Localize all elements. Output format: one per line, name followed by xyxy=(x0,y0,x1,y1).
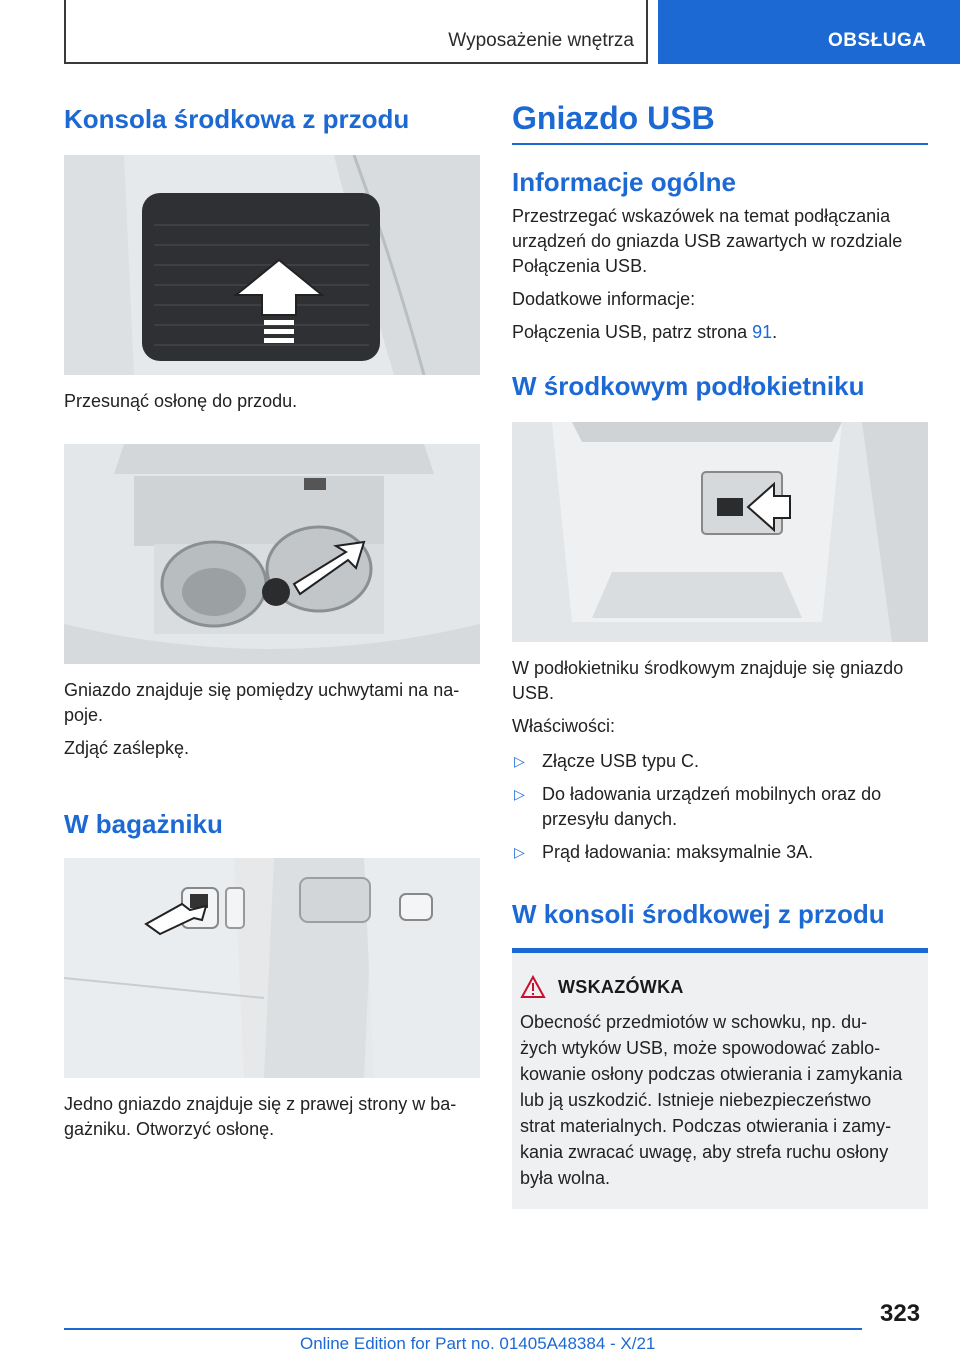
warning-line: Obecność przedmiotów w schowku, np. du- xyxy=(520,1012,868,1032)
general-info-line1: Przestrzegać wskazówek na temat podłączania xyxy=(512,206,891,226)
header-chapter-title: OBSŁUGA xyxy=(828,30,927,51)
armrest-line2: USB. xyxy=(512,683,555,703)
warning-title: WSKAZÓWKA xyxy=(558,976,684,997)
reference-end: . xyxy=(772,322,778,342)
warning-triangle-icon xyxy=(520,975,546,999)
armrest-line1: W podłokietniku środkowym znajduje się gniazdo xyxy=(512,658,904,678)
warning-line: strat materialnych. Podczas otwierania i zamy- xyxy=(520,1116,892,1136)
page-title: Gniazdo USB xyxy=(512,100,928,145)
warning-box xyxy=(512,948,928,1209)
warning-header xyxy=(520,975,920,999)
photo-front-console-cover xyxy=(64,155,480,375)
footer-divider xyxy=(64,1328,862,1330)
list-item-text: Złącze USB typu C. xyxy=(542,751,700,771)
caption-slide-cover: Przesunąć osłonę do przodu. xyxy=(64,391,298,411)
triangle-bullet-icon: ▷ xyxy=(514,844,525,860)
header-chapter-tab[interactable] xyxy=(658,0,960,64)
caption-trunk-line1: Jedno gniazdo znajduje się z prawej strony w ba- xyxy=(64,1094,457,1114)
photo-armrest-socket xyxy=(512,422,928,642)
right-column xyxy=(512,100,928,1209)
reference-text: Połączenia USB, patrz strona xyxy=(512,322,753,342)
usb-connections-reference xyxy=(512,320,928,345)
list-item-text: przesyłu danych. xyxy=(542,809,678,829)
caption-trunk-line2: gażniku. Otworzyć osłonę. xyxy=(64,1119,275,1139)
page-number: 323 xyxy=(880,1300,921,1327)
footer-edition: Online Edition for Part no. 01405A48384 - X/21 xyxy=(300,1334,656,1353)
list-item xyxy=(512,840,928,865)
list-item-text: Do ładowania urządzeń mobilnych oraz do xyxy=(542,784,882,804)
heading-trunk: W bagażniku xyxy=(64,809,223,839)
additional-info-label: Dodatkowe informacje: xyxy=(512,289,696,309)
properties-label: Właściwości: xyxy=(512,716,616,736)
warning-line: kowanie osłony podczas otwierania i zamykania xyxy=(520,1064,903,1084)
header-section-box xyxy=(64,0,648,64)
warning-line: była wolna. xyxy=(520,1168,611,1188)
heading-armrest: W środkowym podłokietniku xyxy=(512,371,865,401)
header-section-title: Wyposażenie wnętrza xyxy=(448,30,634,51)
left-column xyxy=(64,100,480,1142)
caption-remove-cap: Zdjąć zaślepkę. xyxy=(64,738,190,758)
list-item xyxy=(512,749,928,774)
triangle-bullet-icon: ▷ xyxy=(514,786,525,802)
triangle-bullet-icon: ▷ xyxy=(514,753,525,769)
photo-trunk-socket xyxy=(64,858,480,1078)
warning-line: żych wtyków USB, może spowodować zablo- xyxy=(520,1038,881,1058)
caption-socket-location-line2: poje. xyxy=(64,705,104,725)
caption-socket-location-line1: Gniazdo znajduje się pomiędzy uchwytami na na- xyxy=(64,680,460,700)
list-item-continuation xyxy=(512,807,928,832)
warning-line: lub ją uszkodzić. Istnieje niebezpieczeństwo xyxy=(520,1090,872,1110)
list-item-text: Prąd ładowania: maksymalnie 3A. xyxy=(542,842,814,862)
properties-list xyxy=(512,749,928,865)
heading-general-info: Informacje ogólne xyxy=(512,167,736,197)
heading-front-console: Konsola środkowa z przodu xyxy=(64,104,410,134)
general-info-line3: Połączenia USB. xyxy=(512,256,648,276)
heading-front-console-section: W konsoli środkowej z przodu xyxy=(512,899,885,929)
page-reference-link[interactable]: 91 xyxy=(752,322,773,342)
general-info-line2: urządzeń do gniazda USB zawartych w rozdziale xyxy=(512,231,903,251)
warning-line: kania zwracać uwagę, aby strefa ruchu osłony xyxy=(520,1142,889,1162)
photo-cupholder-socket xyxy=(64,444,480,664)
list-item xyxy=(512,782,928,807)
